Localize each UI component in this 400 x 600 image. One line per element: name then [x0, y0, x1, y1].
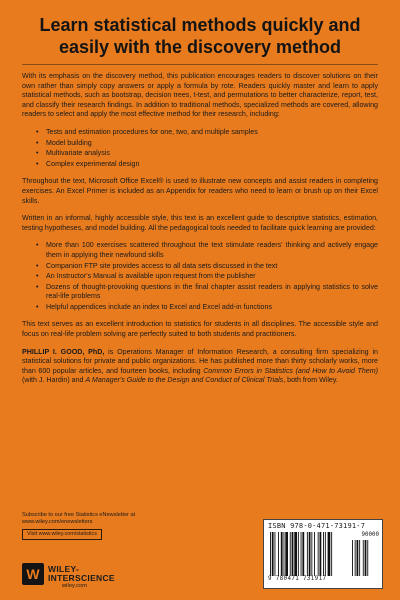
price-code: 90000 [361, 532, 379, 538]
list-item: • Tests and estimation procedures for one, two, and multiple samples [46, 128, 378, 138]
visit-link[interactable]: Visit www.wiley.com/statistics [22, 529, 102, 540]
list-item: • Helpful appendices include an index to Excel and Excel add-in functions [46, 303, 378, 313]
author-bio [22, 348, 378, 386]
author-bio-text: is Operations Manager of Information Research, a consulting firm specializing in statistical solutions for private and public organizations. He has published more than thirty scholarly works, more than 600 popular articles, and fourteen books, including [22, 347, 378, 375]
isbn-label: ISBN 978-0-471-73191-7 [268, 522, 366, 530]
divider [22, 64, 378, 65]
methods-list [22, 128, 378, 169]
list-item: • Dozens of thought-provoking questions in the final chapter assist readers in applying statistics to solve real-life problems [46, 283, 378, 302]
author-bio-text: (with J. Hardin) and [22, 376, 86, 385]
summary-paragraph: This text serves as an excellent introduction to statistics for students in all disciplines. The accessible style and focus on real-life problem solving are perfectly suited to both students and practitioners. [22, 320, 378, 339]
list-item: • Complex experimental design [46, 160, 378, 170]
book-title: Common Errors in Statistics (and How to Avoid Them) [203, 366, 378, 375]
wiley-logo-icon: W [22, 563, 44, 585]
excel-paragraph: Throughout the text, Microsoft Office Excel® is used to illustrate new concepts and assist readers in completing exercises. An Excel Primer is included as an Appendix for readers who need to learn or brush up on their Excel skills. [22, 177, 378, 205]
list-item: • Multivariate analysis [46, 149, 378, 159]
description-body [22, 72, 378, 394]
list-item: • More than 100 exercises scattered throughout the text stimulate readers' thinking and actively engage them in applying their newfound skills [46, 241, 378, 260]
subscribe-text: Subscribe to our free Statistics eNewsletter at [22, 512, 136, 518]
newsletter-link[interactable]: www.wiley.com/enewsletters [22, 519, 93, 525]
list-item: • Model building [46, 139, 378, 149]
barcode-digits: 9 780471 731917 [268, 576, 327, 582]
headline: Learn statistical methods quickly and easily with the discovery method [39, 15, 361, 57]
barcode [263, 519, 383, 589]
intro-paragraph: With its emphasis on the discovery method, this publication encourages readers to discover solutions on their own rather than simply copy answers or apply a formula by rote. Readers quickly master and learn to apply statistical methods, such as bootstrap, decision trees, t-test, and permutations to better characterize, report, test, and classify their research findings. In addition to traditional methods, specialized methods are covered, allowing readers to select and apply the most effective method for their research, including: [22, 72, 378, 119]
style-paragraph: Written in an informal, highly accessible style, this text is an excellent guide to descriptive statistics, estimation, testing hypotheses, and model building. All the pedagogical tools needed to facilitate quick learning are provided: [22, 214, 378, 232]
author-name: PHILLIP I. GOOD, PhD, [22, 347, 105, 356]
publisher-logo [22, 563, 122, 591]
logo-text-top: WILEY- [48, 564, 80, 574]
logo-text-bottom: INTERSCIENCE [48, 573, 115, 583]
newsletter-info [22, 512, 222, 540]
tools-list [22, 241, 378, 312]
barcode-bars-icon [270, 532, 376, 576]
list-item: • Companion FTP site provides access to all data sets discussed in the text [46, 262, 378, 272]
list-item: • An Instructor's Manual is available upon request from the publisher [46, 272, 378, 282]
book-title: A Manager's Guide to the Design and Conduct of Clinical Trials [85, 376, 284, 385]
author-bio-text: , both from Wiley. [283, 376, 338, 385]
logo-url: wiley.com [62, 583, 88, 589]
